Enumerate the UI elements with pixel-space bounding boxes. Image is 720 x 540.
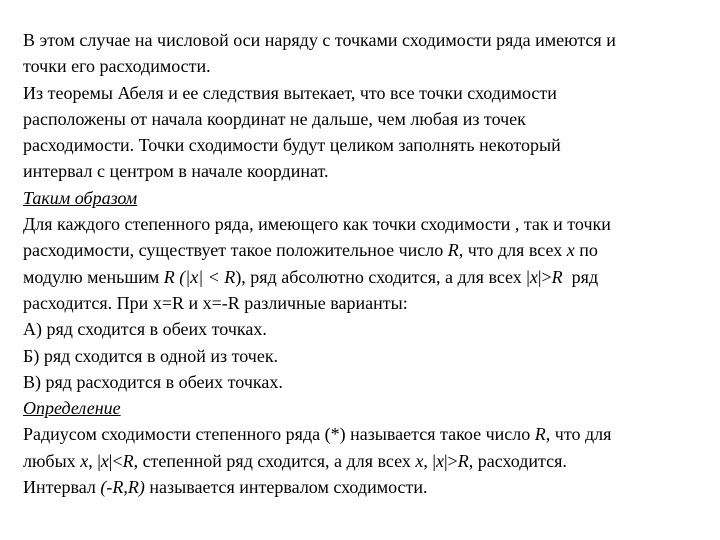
math-var: R — [551, 266, 563, 287]
math-var: x — [529, 266, 538, 287]
text-line: расположены от начала координат не дальше, чем любая из точек — [23, 108, 526, 129]
text-span: , расходится. — [468, 450, 567, 471]
text-span: ряд — [562, 266, 599, 287]
math-var: x — [100, 450, 109, 471]
math-var: x — [566, 240, 575, 261]
math-var: R — [534, 424, 546, 445]
text-line: Из теоремы Абеля и ее следствия вытекает, что все точки сходимости — [23, 82, 557, 103]
text-span: Радиусом сходимости степенного ряда (*) называется такое число — [23, 424, 535, 445]
text-span: модулю меньшим — [23, 266, 164, 287]
text-line: Для каждого степенного ряда, имеющего как точки сходимости , так и точки — [23, 214, 611, 235]
text-span: ), ряд абсолютно сходится, а для всех | — [235, 266, 530, 287]
text-span: , что для всех — [458, 240, 567, 261]
text-line — [23, 237, 700, 263]
text-span: , степенной ряд сходится, а для всех — [133, 450, 416, 471]
list-item: В) ряд расходится в обеих точках. — [23, 371, 283, 392]
text-line: В этом случае на числовой оси наряду с точками сходимости ряда имеются и — [23, 30, 616, 50]
text-span: , что для — [545, 424, 612, 445]
text-line: расходится. При x=R и x=-R различные варианты: — [23, 292, 408, 313]
text-span: |> — [443, 450, 458, 471]
math-var: R — [457, 450, 469, 471]
section-heading-definition: Определение — [23, 398, 121, 419]
math-interval: (-R,R) — [100, 477, 145, 498]
text-line — [23, 264, 700, 290]
text-line: расходимости. Точки сходимости будут целиком заполнять некоторый — [23, 135, 561, 156]
math-var: R — [447, 240, 459, 261]
list-item: Б) ряд сходится в одной из точек. — [23, 345, 279, 366]
text-line — [23, 474, 700, 500]
math-var: x — [435, 450, 444, 471]
text-span: , | — [88, 450, 101, 471]
text-span: , | — [423, 450, 436, 471]
list-item: А) ряд сходится в обеих точках. — [23, 319, 267, 340]
text-span: Интервал — [23, 477, 101, 498]
math-formula: R (|x| < R — [163, 266, 236, 287]
math-var: x — [415, 450, 424, 471]
text-span: по — [574, 240, 598, 261]
text-span: |> — [537, 266, 552, 287]
text-span: |< — [108, 450, 123, 471]
text-span: любых — [23, 450, 81, 471]
text-line: интервал с центром в начале координат. — [23, 161, 329, 182]
text-span: называется интервалом сходимости. — [144, 477, 428, 498]
text-line: точки его расходимости. — [23, 56, 211, 77]
math-var: R — [122, 450, 134, 471]
text-line — [23, 421, 700, 447]
text-line — [23, 448, 700, 474]
section-heading-conclusion: Таким образом — [23, 187, 138, 208]
math-var: x — [80, 450, 89, 471]
text-span: расходимости, существует такое положительное число — [23, 240, 448, 261]
